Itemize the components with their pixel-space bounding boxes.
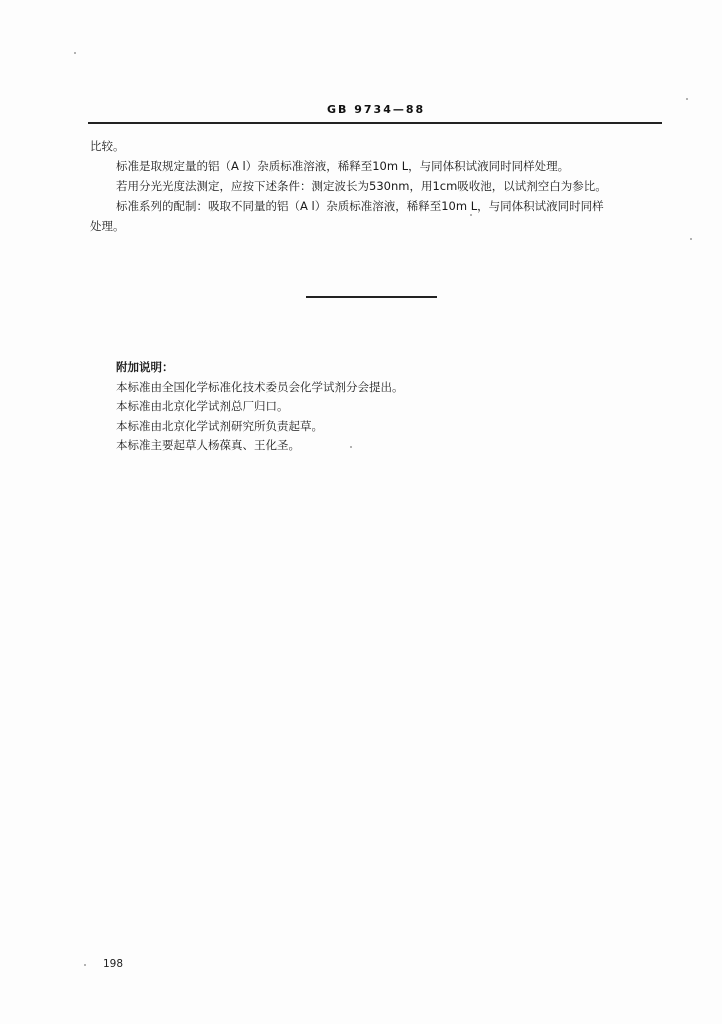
page-number: 198 (103, 958, 124, 970)
additional-notes (116, 358, 616, 456)
scan-speck (84, 964, 86, 966)
scan-speck (686, 98, 688, 100)
notes-title: 附加说明： (116, 360, 174, 374)
body-line-5: 处理。 (90, 219, 125, 233)
scan-speck (690, 238, 692, 240)
header-rule (88, 122, 662, 124)
notes-item: 本标准主要起草人杨葆真、王化圣。 (116, 438, 300, 452)
body-text (90, 136, 662, 236)
body-line-3: 若用分光光度法测定，应按下述条件：测定波长为530nm，用1cm吸收池，以试剂空白为参比。 (116, 179, 607, 193)
body-line-1: 比较。 (90, 139, 125, 153)
standard-code-header: GB 9734—88 (327, 103, 426, 116)
notes-item: 本标准由北京化学试剂研究所负责起草。 (116, 418, 323, 433)
scan-speck (350, 446, 352, 448)
scan-speck (470, 214, 472, 216)
body-line-2: 标准是取规定量的铝（A l）杂质标准溶液，稀释至10m L，与同体积试液同时同样处理。 (116, 159, 570, 173)
scan-speck (74, 52, 76, 54)
notes-item: 本标准由全国化学标准化技术委员会化学试剂分会提出。 (116, 379, 404, 394)
body-line-4: 标准系列的配制：吸取不同量的铝（A l）杂质标准溶液，稀释至10m L，与同体积试液同时同样 (116, 199, 604, 213)
notes-item: 本标准由北京化学试剂总厂归口。 (116, 399, 289, 413)
end-of-text-rule (306, 296, 437, 298)
